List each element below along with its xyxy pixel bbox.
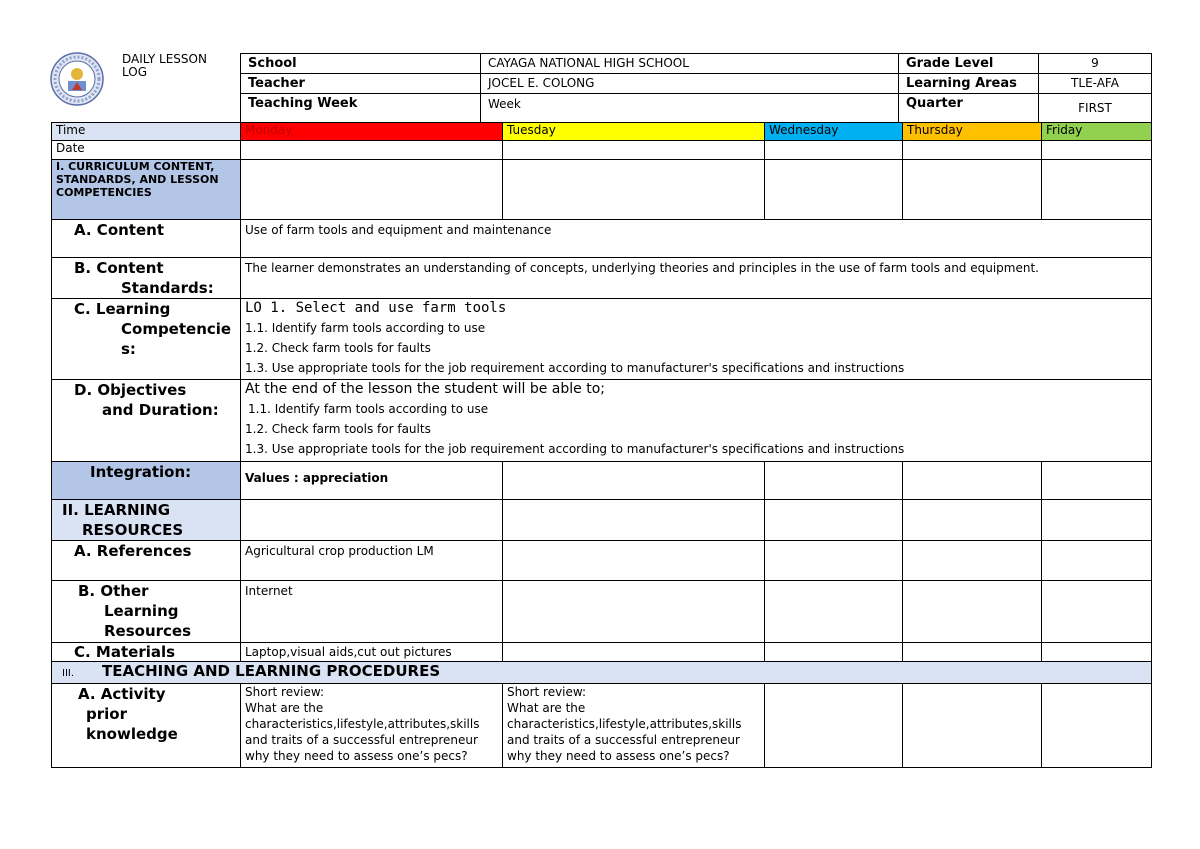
activity-line: and traits of a successful entrepreneur xyxy=(507,733,740,747)
empty-cell xyxy=(765,684,903,768)
empty-cell xyxy=(903,581,1042,643)
standards-label xyxy=(52,258,241,299)
other-resources-label-line: B. Other xyxy=(78,582,149,600)
activity-monday xyxy=(241,684,503,768)
curriculum-row xyxy=(52,160,1152,220)
time-label: Time xyxy=(52,123,241,141)
quarter-label: Quarter xyxy=(899,94,1039,123)
procedures-header-row xyxy=(52,662,1152,684)
integration-label: Integration: xyxy=(52,462,241,500)
empty-cell xyxy=(1042,541,1152,581)
content-row xyxy=(52,220,1152,258)
objectives-label-line: D. Objectives xyxy=(74,381,187,399)
empty-cell xyxy=(503,500,765,541)
materials-value: Laptop,visual aids,cut out pictures xyxy=(241,643,503,662)
empty-cell xyxy=(1042,160,1152,220)
other-resources-value: Internet xyxy=(241,581,503,643)
grade-level-label: Grade Level xyxy=(899,54,1039,74)
materials-label: C. Materials xyxy=(52,643,241,662)
activity-label-line: A. Activity xyxy=(78,685,166,703)
references-row xyxy=(52,541,1152,581)
learning-areas-label: Learning Areas xyxy=(899,74,1039,94)
resources-label-line: RESOURCES xyxy=(82,521,184,539)
empty-cell xyxy=(503,541,765,581)
competencies-label-line: Competencie xyxy=(121,320,232,338)
empty-cell xyxy=(1042,462,1152,500)
references-value: Agricultural crop production LM xyxy=(241,541,503,581)
empty-cell xyxy=(903,160,1042,220)
grade-level-value: 9 xyxy=(1039,54,1152,74)
other-resources-label-line: Resources xyxy=(104,622,192,640)
activity-line: Short review: xyxy=(507,685,587,699)
quarter-value: FIRST xyxy=(1039,94,1152,123)
objectives-row xyxy=(52,380,1152,462)
other-resources-label xyxy=(52,581,241,643)
empty-cell xyxy=(765,581,903,643)
monday-header: Monday xyxy=(241,123,503,141)
empty-cell xyxy=(503,462,765,500)
teacher-value: JOCEL E. COLONG xyxy=(481,74,899,94)
date-label: Date xyxy=(52,141,241,160)
empty-cell xyxy=(503,160,765,220)
activity-label-line: prior xyxy=(86,705,127,723)
activity-label xyxy=(52,684,241,768)
date-cell xyxy=(903,141,1042,160)
content-value: Use of farm tools and equipment and maintenance xyxy=(241,220,1152,258)
content-label: A. Content xyxy=(52,220,241,258)
deped-seal-logo xyxy=(50,52,104,106)
objectives-value xyxy=(241,380,1152,462)
procedures-header xyxy=(52,662,1152,684)
competencies-label-line: C. Learning xyxy=(74,300,171,318)
activity-line: characteristics,lifestyle,attributes,skills xyxy=(507,717,742,731)
procedures-title: TEACHING AND LEARNING PROCEDURES xyxy=(102,662,441,680)
resources-label xyxy=(52,500,241,541)
activity-line: and traits of a successful entrepreneur xyxy=(245,733,478,747)
empty-cell xyxy=(903,462,1042,500)
activity-tuesday xyxy=(503,684,765,768)
lesson-table xyxy=(51,122,1152,768)
school-value: CAYAGA NATIONAL HIGH SCHOOL xyxy=(481,54,899,74)
references-label: A. References xyxy=(52,541,241,581)
tuesday-header: Tuesday xyxy=(503,123,765,141)
header-table xyxy=(240,53,1152,123)
competency-title: LO 1. Select and use farm tools xyxy=(245,300,507,316)
page-title: DAILY LESSON LOG xyxy=(122,52,207,79)
activity-line: characteristics,lifestyle,attributes,skills xyxy=(245,717,480,731)
empty-cell xyxy=(765,541,903,581)
resources-label-line: II. LEARNING xyxy=(62,501,171,519)
thursday-header: Thursday xyxy=(903,123,1042,141)
curriculum-section-label: I. CURRICULUM CONTENT, STANDARDS, AND LESSON COMPETENCIES xyxy=(52,160,241,220)
teacher-label: Teacher xyxy=(241,74,481,94)
activity-line: What are the xyxy=(245,701,324,715)
competencies-label-line: s: xyxy=(121,340,136,358)
integration-value: Values : appreciation xyxy=(241,462,503,500)
activity-line: Short review: xyxy=(245,685,325,699)
other-resources-row xyxy=(52,581,1152,643)
integration-row xyxy=(52,462,1152,500)
empty-cell xyxy=(503,581,765,643)
teaching-week-value: Week xyxy=(481,94,899,123)
empty-cell xyxy=(903,643,1042,662)
objective-item: 1.3. Use appropriate tools for the job requirement according to manufacturer's specifications and instructions xyxy=(245,442,905,456)
date-cell xyxy=(1042,141,1152,160)
date-row xyxy=(52,141,1152,160)
friday-header: Friday xyxy=(1042,123,1152,141)
empty-cell xyxy=(903,541,1042,581)
procedures-roman: III. xyxy=(62,668,75,679)
header-row xyxy=(241,74,1152,94)
empty-cell xyxy=(241,160,503,220)
objectives-lead: At the end of the lesson the student will be able to; xyxy=(245,381,605,397)
empty-cell xyxy=(1042,581,1152,643)
empty-cell xyxy=(765,500,903,541)
competencies-label xyxy=(52,299,241,380)
empty-cell xyxy=(903,684,1042,768)
activity-row xyxy=(52,684,1152,768)
date-cell xyxy=(765,141,903,160)
competency-item: 1.3. Use appropriate tools for the job requirement according to manufacturer's specifications and instructions xyxy=(245,361,905,375)
wednesday-header: Wednesday xyxy=(765,123,903,141)
empty-cell xyxy=(903,500,1042,541)
activity-line: What are the xyxy=(507,701,586,715)
empty-cell xyxy=(765,462,903,500)
date-cell xyxy=(241,141,503,160)
standards-row xyxy=(52,258,1152,299)
header-row xyxy=(241,54,1152,74)
standards-value: The learner demonstrates an understanding of concepts, underlying theories and principles in the use of farm tools and equipment. xyxy=(241,258,1152,299)
learning-areas-value: TLE-AFA xyxy=(1039,74,1152,94)
teaching-week-label: Teaching Week xyxy=(241,94,481,123)
activity-line: why they need to assess one’s pecs? xyxy=(245,749,468,763)
standards-label-line: Standards: xyxy=(121,279,214,297)
empty-cell xyxy=(1042,643,1152,662)
other-resources-label-line: Learning xyxy=(104,602,179,620)
objective-item: 1.1. Identify farm tools according to use xyxy=(248,402,489,416)
competency-item: 1.2. Check farm tools for faults xyxy=(245,341,431,355)
school-label: School xyxy=(241,54,481,74)
day-row xyxy=(52,123,1152,141)
header-row xyxy=(241,94,1152,123)
empty-cell xyxy=(765,643,903,662)
activity-label-line: knowledge xyxy=(86,725,178,743)
objectives-label xyxy=(52,380,241,462)
competencies-row xyxy=(52,299,1152,380)
objective-item: 1.2. Check farm tools for faults xyxy=(245,422,431,436)
materials-row xyxy=(52,643,1152,662)
empty-cell xyxy=(1042,500,1152,541)
empty-cell xyxy=(503,643,765,662)
empty-cell xyxy=(241,500,503,541)
competency-item: 1.1. Identify farm tools according to use xyxy=(245,321,486,335)
objectives-label-line: and Duration: xyxy=(102,401,219,419)
standards-label-line: B. Content xyxy=(74,259,164,277)
competencies-value xyxy=(241,299,1152,380)
activity-line: why they need to assess one’s pecs? xyxy=(507,749,730,763)
resources-row xyxy=(52,500,1152,541)
empty-cell xyxy=(1042,684,1152,768)
date-cell xyxy=(503,141,765,160)
empty-cell xyxy=(765,160,903,220)
